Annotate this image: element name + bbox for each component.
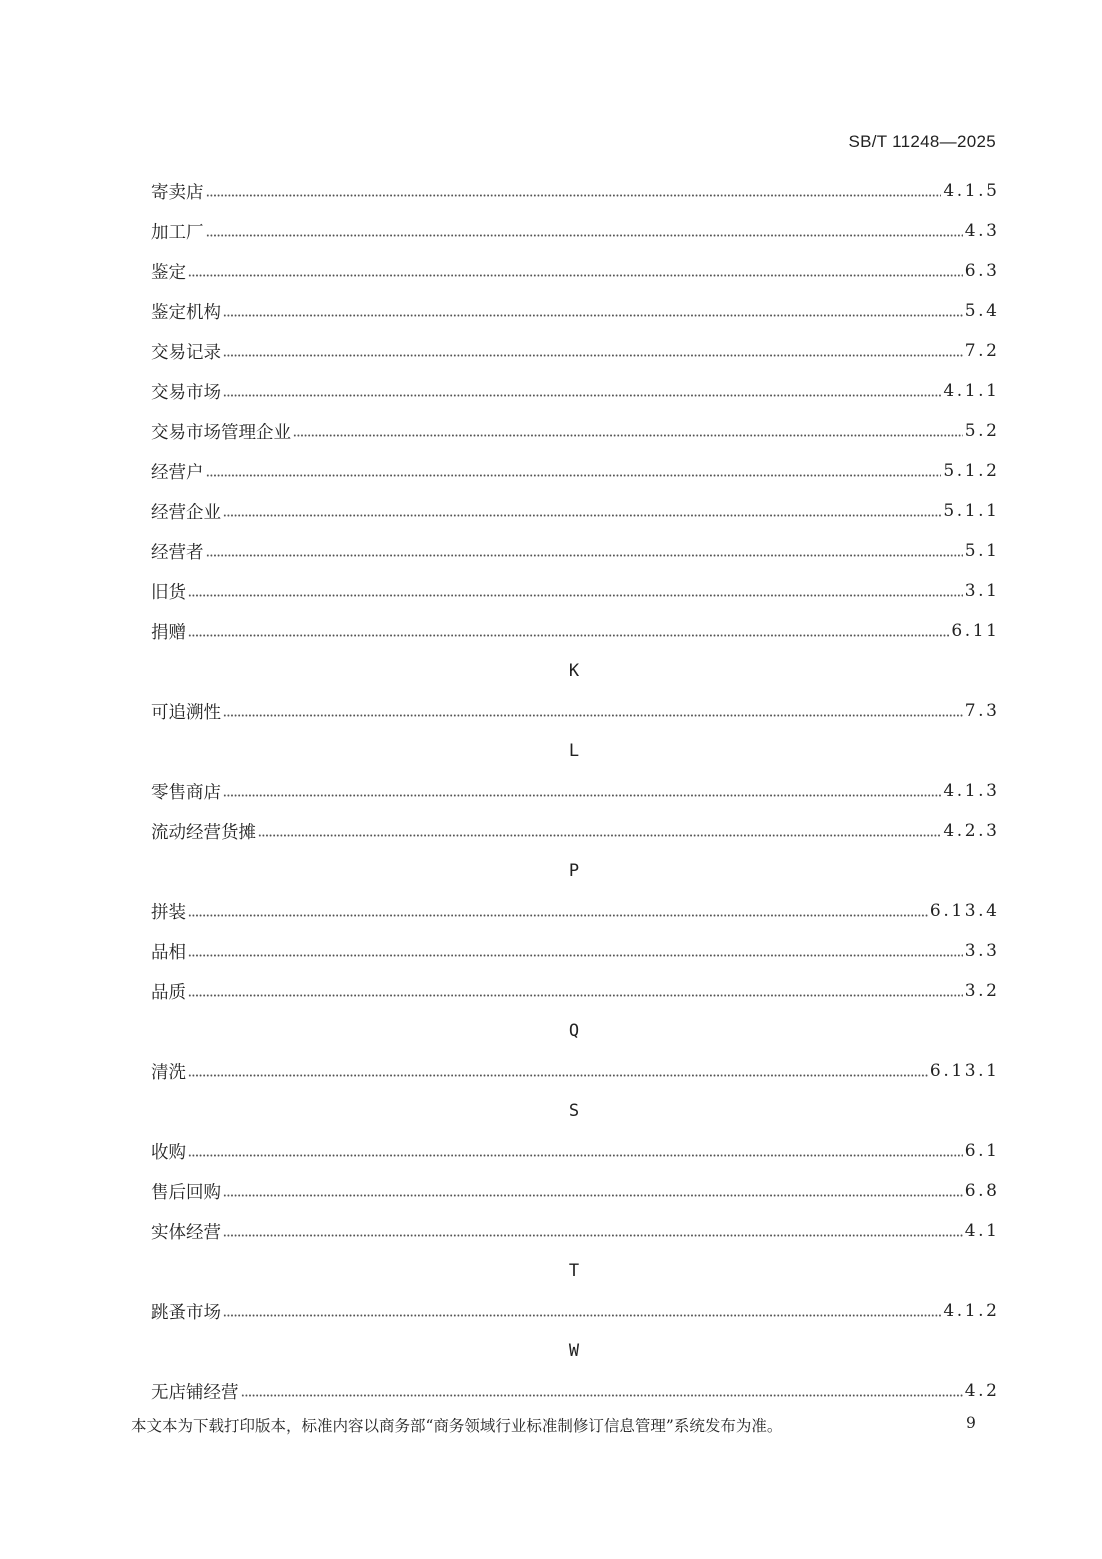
dot-leader [223,1314,941,1317]
dot-leader [223,714,963,717]
page-number: 9 [966,1414,976,1432]
index-reference: 5.4 [964,301,1000,321]
document-code: SB/T 11248—2025 [848,132,996,151]
footer-notice: 本文本为下载打印版本，标准内容以商务部“商务领域行业标准制修订信息管理”系统发布为准。 [131,1417,783,1435]
index-term: 无店铺经营 [151,1382,239,1403]
dot-leader [188,1074,928,1077]
index-term: 鉴定 [151,262,186,283]
dot-leader [206,194,942,197]
index-term: 经营企业 [151,502,221,523]
index-entry [151,1371,1000,1411]
dot-leader [188,1154,963,1157]
index-reference: 4.3 [964,221,1000,241]
index-entry [151,491,1000,531]
dot-leader [206,474,942,477]
index-reference: 4.1.1 [943,381,1000,401]
index-term: 可追溯性 [151,702,221,723]
index-reference: 3.3 [964,941,1000,961]
dot-leader [188,994,963,997]
index-letter-heading: S [568,1101,580,1121]
index-reference: 4.1.5 [943,181,1000,201]
index-reference: 4.1.3 [943,781,1000,801]
dot-leader [223,314,963,317]
index-letter-heading: W [568,1341,580,1361]
dot-leader [258,834,941,837]
index-entry [151,451,1000,491]
dot-leader [206,234,963,237]
index-entry [151,371,1000,411]
index-reference: 4.1 [964,1221,1000,1241]
index-letter-heading: L [568,741,580,761]
index-letter-heading: Q [568,1021,580,1041]
dot-leader [223,514,941,517]
index-reference: 6.13.1 [929,1061,1000,1081]
dot-leader [188,594,963,597]
index-term: 加工厂 [151,222,204,243]
index-reference: 5.1.1 [943,501,1000,521]
index-list [151,171,1000,1411]
index-term: 交易市场 [151,382,221,403]
index-reference: 5.1 [964,541,1000,561]
index-term: 寄卖店 [151,182,204,203]
index-entry [151,891,1000,931]
index-reference: 4.2 [964,1381,1000,1401]
index-entry [151,1131,1000,1171]
index-reference: 4.2.3 [943,821,1000,841]
dot-leader [223,794,941,797]
index-entry [151,251,1000,291]
index-entry [151,1211,1000,1251]
index-reference: 5.2 [964,421,1000,441]
index-term: 售后回购 [151,1182,221,1203]
index-term: 跳蚤市场 [151,1302,221,1323]
index-letter-heading: T [568,1261,580,1281]
index-reference: 6.11 [951,621,1000,641]
index-term: 捐赠 [151,622,186,643]
index-term: 收购 [151,1142,186,1163]
index-letter-heading: K [568,661,580,681]
index-entry [151,1291,1000,1331]
dot-leader [188,954,963,957]
index-reference: 7.2 [964,341,1000,361]
index-reference: 5.1.2 [943,461,1000,481]
index-entry [151,931,1000,971]
index-term: 品相 [151,942,186,963]
dot-leader [223,394,941,397]
dot-leader [188,274,963,277]
index-reference: 4.1.2 [943,1301,1000,1321]
index-entry [151,691,1000,731]
index-entry [151,611,1000,651]
index-term: 拼装 [151,902,186,923]
index-term: 旧货 [151,582,186,603]
index-letter-heading: P [568,861,580,881]
dot-leader [188,634,949,637]
index-entry [151,211,1000,251]
index-reference: 3.1 [964,581,1000,601]
index-entry [151,171,1000,211]
index-entry [151,771,1000,811]
dot-leader [293,434,963,437]
index-reference: 6.8 [964,1181,1000,1201]
index-term: 交易市场管理企业 [151,422,291,443]
dot-leader [241,1394,963,1397]
dot-leader [223,354,963,357]
index-reference: 6.13.4 [929,901,1000,921]
index-term: 经营者 [151,542,204,563]
dot-leader [206,554,963,557]
index-entry [151,331,1000,371]
index-term: 实体经营 [151,1222,221,1243]
index-term: 清洗 [151,1062,186,1083]
index-entry [151,291,1000,331]
index-entry [151,1051,1000,1091]
dot-leader [223,1234,963,1237]
index-term: 流动经营货摊 [151,822,256,843]
index-term: 零售商店 [151,782,221,803]
index-entry [151,571,1000,611]
index-term: 鉴定机构 [151,302,221,323]
index-entry [151,411,1000,451]
index-entry [151,971,1000,1011]
dot-leader [223,1194,963,1197]
index-term: 交易记录 [151,342,221,363]
index-reference: 7.3 [964,701,1000,721]
index-reference: 6.3 [964,261,1000,281]
index-entry [151,811,1000,851]
index-term: 经营户 [151,462,204,483]
index-reference: 3.2 [964,981,1000,1001]
index-entry [151,1171,1000,1211]
dot-leader [188,914,928,917]
index-term: 品质 [151,982,186,1003]
index-entry [151,531,1000,571]
index-reference: 6.1 [964,1141,1000,1161]
